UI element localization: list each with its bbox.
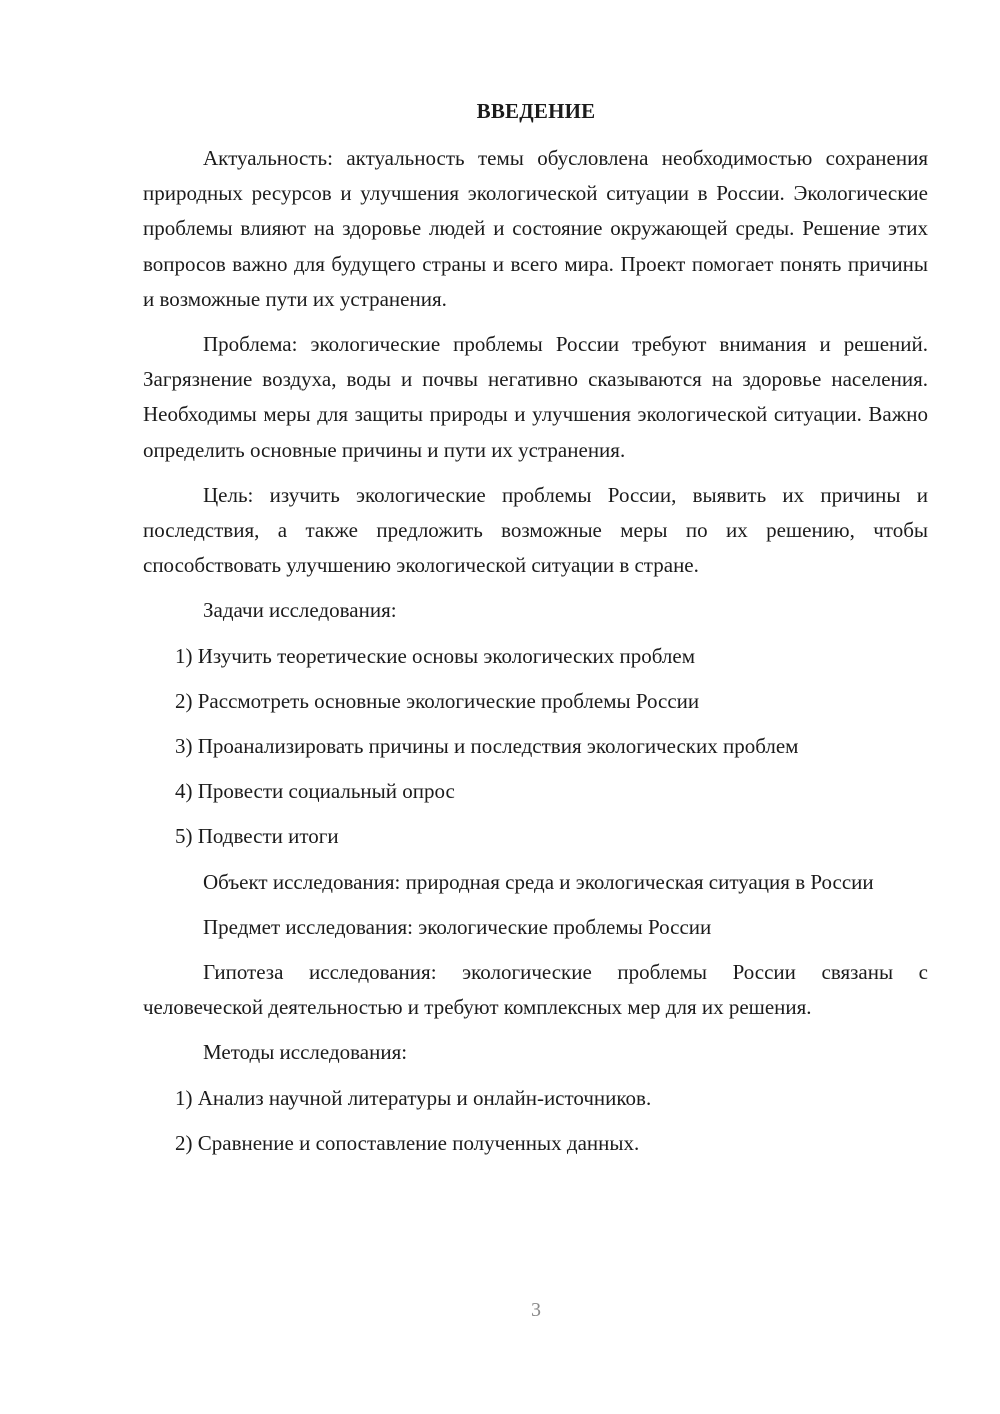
list-item: 2) Сравнение и сопоставление полученных данных. [175, 1130, 640, 1155]
subject-paragraph: Предмет исследования: экологические проблемы России [203, 914, 712, 939]
hypothesis-paragraph: Гипотеза исследования: экологические проблемы России связаны с человеческой деятельностью и требуют комплексных мер для их решения. [143, 960, 928, 1020]
goal-paragraph: Цель: изучить экологические проблемы России, выявить их причины и последствия, а также предложить возможные меры по их решению, чтобы способствовать улучшению экологической ситуации в стране. [143, 482, 928, 578]
list-item: 1) Анализ научной литературы и онлайн-источников. [175, 1085, 652, 1110]
methods-list [143, 1081, 928, 1161]
tasks-heading: Задачи исследования: [203, 598, 397, 623]
list-item: 3) Проанализировать причины и последствия экологических проблем [175, 734, 799, 759]
document-body [143, 141, 928, 1171]
problem-paragraph: Проблема: экологические проблемы России требуют внимания и решений. Загрязнение воздуха, воды и почвы негативно сказываются на здоровье населения. Необходимы меры для защиты природы и улучшения экологической ситуации. Важно определить основные причины и пути их устранения. [143, 332, 928, 462]
page-title: ВВЕДЕНИЕ [476, 99, 596, 123]
tasks-list [143, 639, 928, 855]
list-item: 5) Подвести итоги [175, 824, 339, 849]
object-paragraph: Объект исследования: природная среда и экологическая ситуация в России [203, 869, 874, 894]
relevance-paragraph: Актуальность: актуальность темы обусловлена необходимостью сохранения природных ресурсов и улучшения экологической ситуации в России. Экологические проблемы влияют на здоровье людей и состояние окружающей среды. Решение этих вопросов важно для будущего страны и всего мира. Проект помогает понять причины и возможные пути их устранения. [143, 146, 928, 311]
page-number: 3 [531, 1299, 541, 1321]
list-item: 1) Изучить теоретические основы экологических проблем [175, 643, 696, 668]
list-item: 2) Рассмотреть основные экологические проблемы России [175, 688, 700, 713]
methods-heading: Методы исследования: [203, 1040, 408, 1065]
list-item: 4) Провести социальный опрос [175, 779, 455, 804]
